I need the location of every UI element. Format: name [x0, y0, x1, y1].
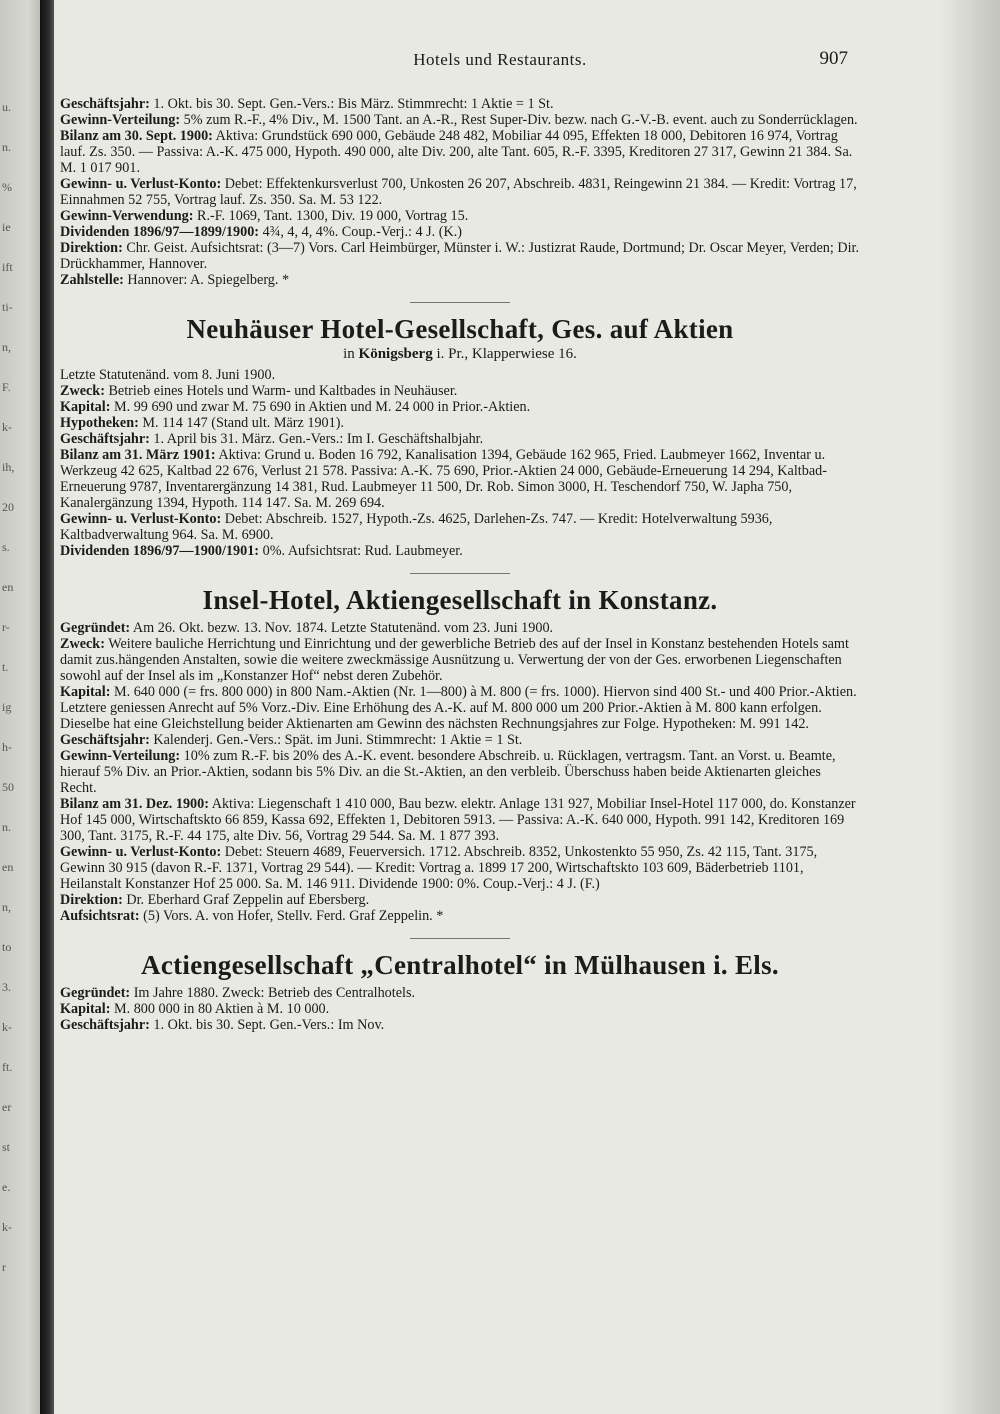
- margin-fragment: F.: [2, 380, 11, 394]
- margin-fragment: er: [2, 1100, 12, 1114]
- margin-fragment: n,: [2, 900, 11, 914]
- left-page-margin: [0, 0, 40, 1414]
- margin-fragment: k-: [2, 1020, 12, 1034]
- margin-fragment: k-: [2, 1220, 12, 1234]
- margin-fragment: ti-: [2, 300, 13, 314]
- company-title: Insel-Hotel, Aktiengesellschaft in Konstanz.: [202, 585, 718, 615]
- section-divider: [410, 302, 510, 303]
- margin-fragment: s.: [2, 540, 10, 554]
- entry-line: Gewinn- u. Verlust-Konto: Debet: Effektenkursverlust 700, Unkosten 26 207, Abschreib. 4831, Reingewinn 21 384. — Kredit: Vortrag 17, Einnahmen 52 755, Vortrag lauf. Zs. 350. Sa. M. 53 122.: [60, 176, 857, 208]
- page-number: 907: [819, 48, 848, 69]
- margin-fragment: n,: [2, 340, 11, 354]
- right-page-edge: [940, 0, 1000, 1414]
- running-header: Hotels und Restaurants.: [413, 50, 587, 69]
- entry-line: Zweck: Weitere bauliche Herrichtung und Einrichtung und der gewerbliche Betrieb des auf der Insel in Konstanz bestehenden Hotels samt damit zus.hängenden Anstalten, sowie die weitere zweckmässige Ausnützung u. Verwertung der von der Ges. erworbenen Liegenschaften sowohl auf der Insel als im „Konstanzer Hof“ nebst deren Zubehör.: [60, 636, 849, 684]
- company-location: in Königsberg i. Pr., Klapperwiese 16.: [343, 346, 577, 362]
- entry-insel-hotel: [60, 584, 860, 924]
- entry-line: Geschäftsjahr: 1. Okt. bis 30. Sept. Gen.-Vers.: Bis März. Stimmrecht: 1 Aktie = 1 St.: [60, 96, 554, 112]
- margin-fragment: n.: [2, 140, 11, 154]
- entry-line: Dividenden 1896/97—1900/1901: 0%. Aufsichtsrat: Rud. Laubmeyer.: [60, 543, 463, 559]
- section-divider: [410, 938, 510, 939]
- margin-fragment: u.: [2, 100, 11, 114]
- margin-fragment: h-: [2, 740, 12, 754]
- margin-fragment: en: [2, 580, 14, 594]
- margin-fragment: t.: [2, 660, 9, 674]
- entry-line: Gegründet: Am 26. Okt. bezw. 13. Nov. 1874. Letzte Statutenänd. vom 23. Juni 1900.: [60, 620, 554, 636]
- margin-fragment: ft.: [2, 1060, 13, 1074]
- margin-fragment: 20: [2, 500, 14, 514]
- margin-fragment: ih,: [2, 460, 15, 474]
- margin-fragment: r-: [2, 620, 10, 634]
- margin-fragment: ift: [2, 260, 13, 274]
- entry-line: Bilanz am 31. März 1901: Aktiva: Grund u. Boden 16 792, Kanalisation 1394, Gebäude 162 965, Fried. Laubmeyer 1662, Inventar u. Werkzeug 42 625, Kaltbad 22 676, Verlust 21 578. Passiva: A.-K. 75 690, Prior.-Aktien 24 000, Gebäude-Erneuerung 14 294, Kaltbad-Erneuerung 9787, Inventarergänzung 14 381, Rud. Laubmeyer 11 500, Dr. Rob. Simon 3000, H. Teschendorf 750, W. Japha 750, Kanalergänzung 1394, Hypoth. 114 147. Sa. M. 269 694.: [60, 447, 827, 511]
- entry-line: Dividenden 1896/97—1899/1900: 4¾, 4, 4, 4%. Coup.-Verj.: 4 J. (K.): [60, 224, 462, 240]
- margin-fragment: e.: [2, 1180, 11, 1194]
- margin-fragment: ig: [2, 700, 12, 714]
- margin-fragment: ie: [2, 220, 11, 234]
- book-spine-shadow: [40, 0, 54, 1414]
- entry-line: Bilanz am 31. Dez. 1900: Aktiva: Liegenschaft 1 410 000, Bau bezw. elektr. Anlage 131 927, Mobiliar Insel-Hotel 117 000, do. Konstanzer Hof 145 000, Wirtschaftskto 66 859, Kassa 692, Effekten 1, Debitoren 5913. — Passiva: A.-K. 640 000, Hypoth. 991 142, Kreditoren 169 300, Tant. 3175, R.-F. 44 175, alte Div. 56, Vortrag 29 544. Sa. M. 1 877 393.: [60, 796, 856, 844]
- page-content: [60, 96, 860, 1033]
- entry-line: Gewinn- u. Verlust-Konto: Debet: Abschreib. 1527, Hypoth.-Zs. 4625, Darlehen-Zs. 747. — Kredit: Hotelverwaltung 5936, Kaltbadverwaltung 964. Sa. M. 6900.: [60, 511, 773, 543]
- entry-line: Direktion: Chr. Geist. Aufsichtsrat: (3—7) Vors. Carl Heimbürger, Münster i. W.: Justizrat Raude, Dortmund; Dr. Oscar Meyer, Verden; Dir. Drückhammer, Hannover.: [60, 240, 860, 272]
- company-title: Neuhäuser Hotel-Gesellschaft, Ges. auf Aktien: [186, 314, 734, 344]
- margin-fragment: k-: [2, 420, 12, 434]
- entry-line: Zweck: Betrieb eines Hotels und Warm- und Kaltbades in Neuhäuser.: [60, 383, 458, 399]
- entry-line: Hypotheken: M. 114 147 (Stand ult. März 1901).: [60, 415, 344, 431]
- entry-line: Gegründet: Im Jahre 1880. Zweck: Betrieb des Centralhotels.: [60, 985, 416, 1001]
- entry-line: Gewinn-Verteilung: 10% zum R.-F. bis 20% des A.-K. event. besondere Abschreib. u. Rücklagen, vertragsm. Tant. an Vorst. u. Beamte, hierauf 5% Div. an Prior.-Aktien, sodann bis 5% Div. an die St.-Aktien, an den verbleib. Überschuss haben beide Aktienarten gleiches Recht.: [60, 748, 836, 796]
- entry-continued: [60, 96, 860, 288]
- margin-fragment: en: [2, 860, 14, 874]
- entry-neuhaeuser: [60, 313, 860, 559]
- margin-fragment: 50: [2, 780, 14, 794]
- entry-line: Aufsichtsrat: (5) Vors. A. von Hofer, Stellv. Ferd. Graf Zeppelin. *: [60, 908, 444, 924]
- entry-line: Bilanz am 30. Sept. 1900: Aktiva: Grundstück 690 000, Gebäude 248 482, Mobiliar 44 095, Effekten 18 000, Debitoren 16 974, Vortrag lauf. Zs. 350. — Passiva: A.-K. 475 000, Hypoth. 490 000, alte Div. 200, alte Tant. 605, R.-F. 3395, Kreditoren 27 317, Gewinn 21 384. Sa. M. 1 017 901.: [60, 128, 853, 176]
- margin-fragment: st: [2, 1140, 11, 1154]
- entry-line: Kapital: M. 800 000 in 80 Aktien à M. 10 000.: [60, 1001, 330, 1017]
- margin-fragment: %: [2, 180, 12, 194]
- entry-line: Letzte Statutenänd. vom 8. Juni 1900.: [60, 367, 276, 383]
- entry-line: Geschäftsjahr: 1. April bis 31. März. Gen.-Vers.: Im I. Geschäftshalbjahr.: [60, 431, 484, 447]
- entry-line: Gewinn- u. Verlust-Konto: Debet: Steuern 4689, Feuerversich. 1712. Abschreib. 8352, Unkostenkto 55 950, Zs. 42 115, Tant. 3175, Gewinn 30 915 (davon R.-F. 1371, Vortrag 29 544). — Kredit: Vortrag a. 1899 17 200, Wirtschaftskto 103 609, Bäderbetrieb 1101, Heilanstalt Konstanzer Hof 25 000. Sa. M. 146 911. Dividende 1900: 0%. Coup.-Verj.: 4 J. (F.): [60, 844, 818, 892]
- margin-fragment: r: [2, 1260, 6, 1274]
- entry-line: Gewinn-Verteilung: 5% zum R.-F., 4% Div., M. 1500 Tant. an A.-R., Rest Super-Div. bezw. nach G.-V.-B. event. auch zu Sonderrücklagen.: [60, 112, 858, 128]
- entry-line: Kapital: M. 640 000 (= frs. 800 000) in 800 Nam.-Aktien (Nr. 1—800) à M. 800 (= frs. 1000). Hiervon sind 400 St.- und 400 Prior.-Aktien. Letztere geniessen Anrecht auf 5% Vorz.-Div. Eine Erhöhung des A.-K. auf M. 800 000 um 200 Prior.-Aktien à M. 800 kann erfolgen. Dieselbe hat eine Gleichstellung beider Aktienarten am Gewinn des nächsten Rechnungsjahres zur Folge. Hypotheken: M. 991 142.: [60, 684, 857, 732]
- entry-line: Geschäftsjahr: 1. Okt. bis 30. Sept. Gen.-Vers.: Im Nov.: [60, 1017, 385, 1033]
- entry-line: Direktion: Dr. Eberhard Graf Zeppelin auf Ebersberg.: [60, 892, 370, 908]
- entry-line: Gewinn-Verwendung: R.-F. 1069, Tant. 1300, Div. 19 000, Vortrag 15.: [60, 208, 469, 224]
- margin-fragment: to: [2, 940, 12, 954]
- entry-line: Zahlstelle: Hannover: A. Spiegelberg. *: [60, 272, 290, 288]
- margin-fragment: 3.: [2, 980, 11, 994]
- margin-fragment: n.: [2, 820, 11, 834]
- entry-line: Kapital: M. 99 690 und zwar M. 75 690 in Aktien und M. 24 000 in Prior.-Aktien.: [60, 399, 531, 415]
- entry-line: Geschäftsjahr: Kalenderj. Gen.-Vers.: Spät. im Juni. Stimmrecht: 1 Aktie = 1 St.: [60, 732, 523, 748]
- company-title: Actiengesellschaft „Centralhotel“ in Mülhausen i. Els.: [141, 950, 779, 980]
- section-divider: [410, 573, 510, 574]
- entry-centralhotel: [60, 949, 860, 1033]
